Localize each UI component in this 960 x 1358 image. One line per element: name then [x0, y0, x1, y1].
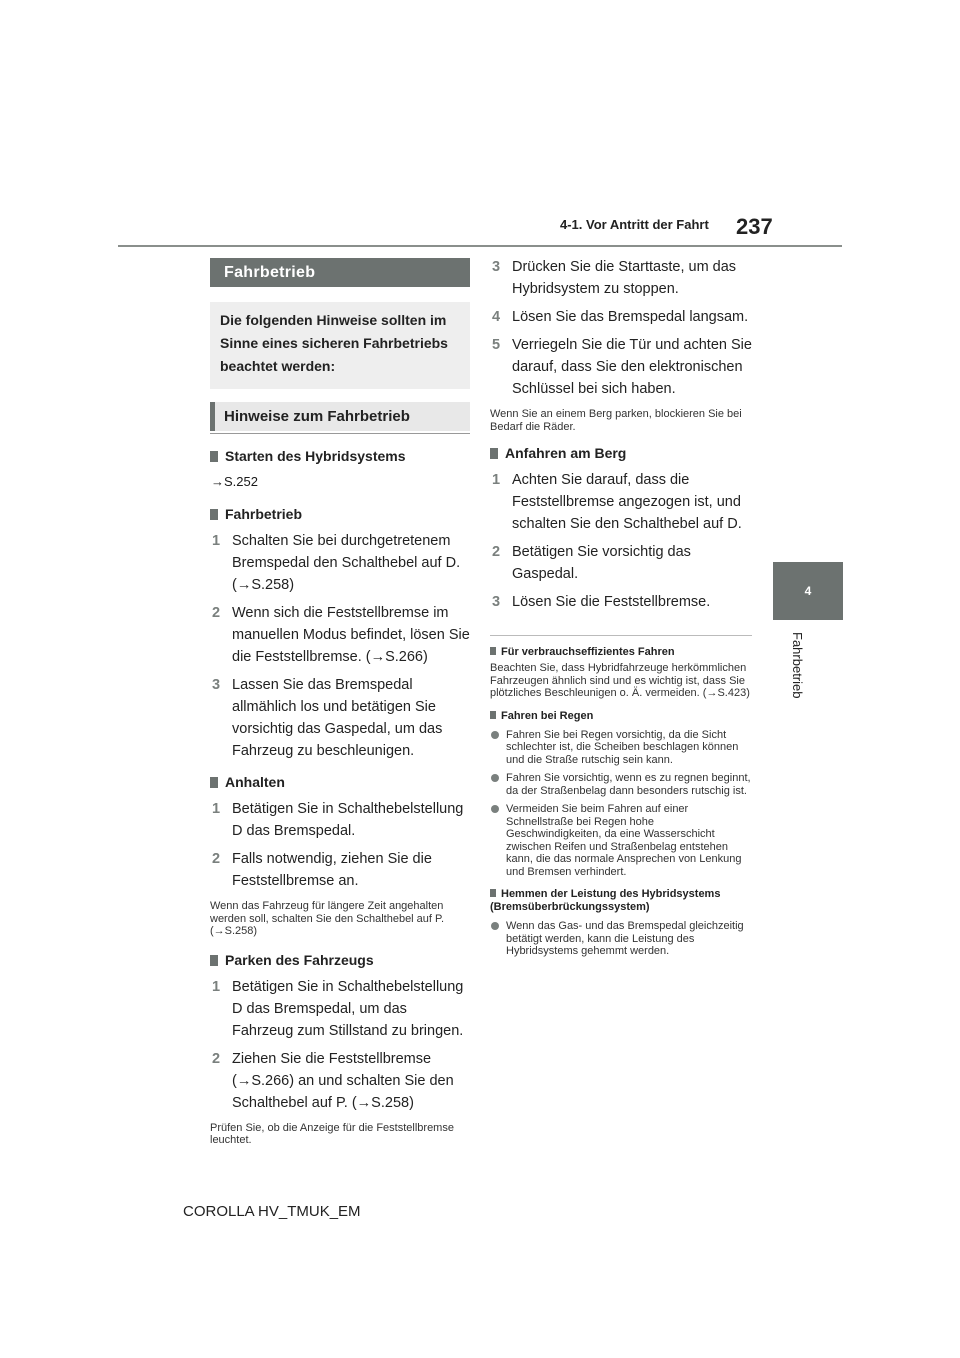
- step-item: [210, 602, 470, 668]
- bullet-dot-icon: [491, 774, 499, 782]
- step-list: [210, 798, 470, 892]
- bullet-text: Fahren Sie bei Regen vorsichtig, da die Sicht schlechter ist, die Scheiben beschlagen können und die Straße rutschig sein kann.: [506, 728, 739, 766]
- section-heading: Fahrbetrieb: [210, 504, 470, 524]
- square-bullet-icon: [210, 509, 218, 520]
- right-column: [490, 256, 752, 958]
- bullet-item: [490, 803, 752, 878]
- step-item: [490, 256, 752, 300]
- step-text: Ziehen Sie die Feststellbremse (→S.266) an und schalten Sie den Schalthebel auf P. (→S.258): [232, 1050, 454, 1111]
- step-item: [490, 334, 752, 400]
- note-text: Prüfen Sie, ob die Anzeige für die Feststellbremse leuchtet.: [210, 1121, 454, 1146]
- step-text: Betätigen Sie in Schalthebelstellung D das Bremspedal.: [232, 801, 464, 839]
- step-text: Betätigen Sie vorsichtig das Gaspedal.: [512, 544, 691, 582]
- left-column: [210, 258, 470, 1147]
- step-number: 2: [212, 851, 221, 867]
- step-text: Achten Sie darauf, dass die Feststellbremse angezogen ist, und schalten Sie den Schalthebel auf D.: [512, 472, 742, 532]
- info-divider: [490, 635, 752, 636]
- step-number: 5: [492, 337, 501, 353]
- step-item: [490, 469, 752, 535]
- square-bullet-icon: [210, 777, 218, 788]
- page-reference: →S.252: [211, 474, 258, 489]
- bullet-item: [490, 920, 752, 958]
- chapter-tab-number: 4: [773, 562, 843, 620]
- step-number: 3: [492, 594, 501, 610]
- step-text: Lösen Sie das Bremspedal langsam.: [512, 309, 749, 325]
- step-item: [490, 541, 752, 585]
- step-number: 3: [492, 259, 501, 275]
- step-item: [490, 591, 752, 613]
- bullet-text: Vermeiden Sie beim Fahren auf einer Schnellstraße bei Regen hohe Geschwindigkeiten, da eine Wasserschicht zwischen Reifen und Straßenbelag entstehen kann, die das normale Ansprechen von Lenkung und Bremsen verhindert.: [506, 803, 742, 878]
- step-number: 1: [492, 472, 501, 488]
- intro-box: Die folgenden Hinweise sollten im Sinne eines sicheren Fahrbetriebs beachtet werden:: [210, 302, 470, 389]
- step-item: [210, 848, 470, 892]
- step-item: [210, 530, 470, 596]
- step-list: [210, 976, 470, 1114]
- note-text: Wenn das Fahrzeug für längere Zeit angehalten werden soll, schalten Sie den Schalthebel auf P. (→S.258): [210, 900, 445, 937]
- step-text: Falls notwendig, ziehen Sie die Feststellbremse an.: [232, 851, 432, 889]
- bullet-list: [490, 920, 752, 958]
- document-code: COROLLA HV_TMUK_EM: [183, 1203, 361, 1220]
- bullet-item: [490, 729, 752, 767]
- step-number: 4: [492, 309, 501, 325]
- info-heading: Für verbrauchseffizientes Fahren: [490, 646, 752, 659]
- step-item: [210, 1048, 470, 1114]
- chapter-title: Fahrbetrieb: [210, 258, 470, 287]
- bullet-dot-icon: [491, 731, 499, 739]
- step-list: [210, 530, 470, 762]
- step-number: 2: [492, 544, 501, 560]
- step-list: [490, 469, 752, 613]
- page-number: 237: [736, 214, 773, 239]
- square-bullet-icon: [490, 647, 496, 655]
- step-text: Drücken Sie die Starttaste, um das Hybridsystem zu stoppen.: [512, 259, 737, 297]
- bullet-text: Fahren Sie vorsichtig, wenn es zu regnen beginnt, da der Straßenbelag dann besonders rutschig ist.: [506, 772, 751, 797]
- step-text: Lösen Sie die Feststellbremse.: [512, 594, 711, 610]
- note-text: Wenn Sie an einem Berg parken, blockieren Sie bei Bedarf die Räder.: [490, 408, 742, 433]
- square-bullet-icon: [210, 451, 218, 462]
- step-item: [490, 306, 752, 328]
- step-list: [490, 256, 752, 400]
- section-heading: Anhalten: [210, 772, 470, 792]
- subsection-divider: [210, 433, 470, 434]
- step-number: 2: [212, 1050, 221, 1067]
- bullet-dot-icon: [491, 805, 499, 813]
- bullet-dot-icon: [491, 922, 499, 930]
- step-text: Betätigen Sie in Schalthebelstellung D das Bremspedal, um das Fahrzeug zum Stillstand zu bringen.: [232, 978, 464, 1039]
- square-bullet-icon: [490, 448, 498, 459]
- info-heading: Hemmen der Leistung des Hybridsystems (Bremsüberbrückungssystem): [490, 888, 721, 913]
- step-number: 2: [212, 605, 221, 621]
- step-number: 1: [212, 801, 221, 817]
- section-heading: Parken des Fahrzeugs: [210, 950, 470, 970]
- bullet-text: Wenn das Gas- und das Bremspedal gleichzeitig betätigt werden, kann die Leistung des Hybridsystems gehemmt werden.: [506, 920, 744, 957]
- bullet-list: [490, 729, 752, 879]
- square-bullet-icon: [490, 711, 496, 719]
- bullet-item: [490, 772, 752, 797]
- step-number: 1: [212, 978, 221, 995]
- header-divider: [118, 245, 842, 247]
- section-heading: Anfahren am Berg: [490, 443, 752, 463]
- chapter-tab-label: Fahrbetrieb: [790, 632, 805, 699]
- step-item: [210, 674, 470, 762]
- step-text: Verriegeln Sie die Tür und achten Sie darauf, dass Sie den elektronischen Schlüssel bei sich haben.: [512, 337, 752, 397]
- info-heading: Fahren bei Regen: [490, 710, 752, 723]
- step-text: Lassen Sie das Bremspedal allmählich los und betätigen Sie vorsichtig das Gaspedal, um das Fahrzeug zu beschleunigen.: [232, 677, 443, 759]
- step-item: [210, 976, 470, 1042]
- step-text: Schalten Sie bei durchgetretenem Bremspedal den Schalthebel auf D. (→S.258): [232, 533, 461, 593]
- section-heading: Starten des Hybridsystems: [210, 446, 470, 466]
- step-number: 1: [212, 533, 221, 549]
- step-number: 3: [212, 677, 221, 693]
- section-title: 4-1. Vor Antritt der Fahrt: [560, 217, 709, 232]
- step-item: [210, 798, 470, 842]
- subsection-title: Hinweise zum Fahrbetrieb: [210, 402, 470, 431]
- square-bullet-icon: [210, 955, 218, 966]
- info-text: Beachten Sie, dass Hybridfahrzeuge herkömmlichen Fahrzeugen ähnlich sind und es wichtig ist, dass Sie plötzliches Beschleunigen o. Ä. vermeiden. (→S.423): [490, 662, 750, 699]
- square-bullet-icon: [490, 889, 496, 897]
- step-text: Wenn sich die Feststellbremse im manuellen Modus befindet, lösen Sie die Feststellbremse. (→S.266): [232, 605, 470, 665]
